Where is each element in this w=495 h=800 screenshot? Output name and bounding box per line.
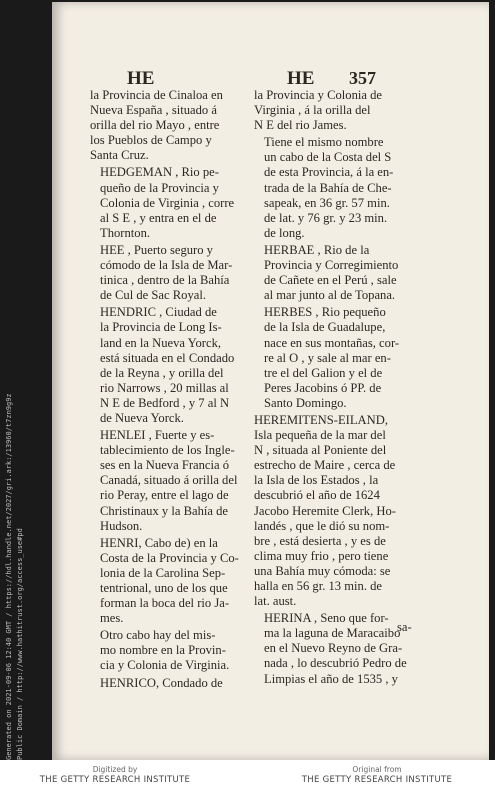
- text-line: trada de la Bahía de Che-: [264, 180, 392, 195]
- text-line: los Pueblos de Campo y: [90, 133, 212, 148]
- text-line: Thornton.: [100, 225, 151, 240]
- hathitrust-side-note: [4, 393, 32, 760]
- side-note-line-1: Generated on 2021-09-06 12:40 GMT / https://hdl.handle.net/2027/gri.ark:/13960/t7zn9g9z: [5, 393, 13, 760]
- text-line: de Cul de Sac Royal.: [100, 288, 206, 303]
- entry-paragraph: [90, 305, 245, 426]
- left-column: [90, 88, 245, 693]
- text-line: queño de la Provincia y: [100, 180, 219, 195]
- text-line: HENRICO, Condado de: [100, 675, 223, 690]
- entry-paragraph: [90, 165, 245, 240]
- text-line: Santo Domingo.: [264, 395, 347, 410]
- text-line: Otro cabo hay del mis-: [100, 628, 216, 643]
- text-line: clima muy frio , pero tiene: [254, 548, 389, 563]
- text-line: landés , que le dió su nom-: [254, 518, 390, 533]
- text-line: rio Peray, entre el lago de: [100, 488, 229, 503]
- text-line: en el Nuevo Reyno de Gra-: [264, 641, 403, 656]
- entry-paragraph: [90, 676, 245, 691]
- text-line: HEE , Puerto seguro y: [100, 242, 213, 257]
- text-line: descubrió el año de 1624: [254, 488, 380, 503]
- footer-original-from: [262, 764, 492, 786]
- text-line: de esta Provincia, á la en-: [264, 165, 394, 180]
- text-line: Santa Cruz.: [90, 148, 149, 163]
- text-line: ses en la Nueva Francia ó: [100, 458, 230, 473]
- text-line: forman la boca del rio Ja-: [100, 596, 230, 611]
- text-line: N E de Bedford , y 7 al N: [100, 395, 230, 410]
- text-line: de long.: [264, 225, 305, 240]
- entry-paragraph: [90, 243, 245, 303]
- text-line: Isla pequeña de la mar del: [254, 428, 386, 443]
- entry-paragraph: [90, 88, 245, 163]
- text-line: HENRI, Cabo de) en la: [100, 535, 218, 550]
- text-line: tentrional, uno de los que: [100, 581, 228, 595]
- entry-paragraph: [254, 305, 412, 411]
- text-line: N , situada al Poniente del: [254, 443, 387, 458]
- entry-paragraph: [254, 611, 412, 686]
- footer-left-small: Digitized by: [92, 765, 138, 774]
- text-line: al mar junto al de Topana.: [264, 288, 396, 303]
- right-column: [254, 88, 412, 689]
- text-line: rio Narrows , 20 millas al: [100, 380, 229, 395]
- text-line: HEREMITENS-EILAND,: [254, 412, 388, 427]
- text-line: la Provincia y Colonia de: [254, 88, 383, 102]
- text-line: HENLEI , Fuerte y es-: [100, 428, 215, 443]
- entry-paragraph: [254, 243, 412, 303]
- side-note-line-2: Public Domain / http://www.hathitrust.org/access_use#pd: [16, 528, 24, 760]
- text-line: al S E , y entra en el de: [100, 210, 217, 225]
- text-line: cia y Colonia de Virginia.: [100, 658, 230, 673]
- header-left: HE: [127, 68, 155, 89]
- text-line: HERBES , Rio pequeño: [264, 305, 386, 320]
- text-line: estrecho de Maire , cerca de: [254, 458, 396, 473]
- text-line: HEDGEMAN , Rio pe-: [100, 165, 219, 180]
- text-line: nace en sus montañas, cor-: [264, 335, 400, 350]
- text-line: Nueva España , situado á: [90, 103, 217, 118]
- header-right: HE: [287, 68, 315, 89]
- entry-paragraph: [90, 536, 245, 627]
- text-line: Limpias el año de 1535 , y: [264, 671, 398, 686]
- text-line: la Isla de los Estados , la: [254, 473, 379, 488]
- book-page: [52, 2, 489, 760]
- text-line: Virginia , á la orilla del: [254, 103, 371, 118]
- text-line: Peres Jacobins ó PP. de: [264, 380, 382, 395]
- text-line: Colonia de Virginia , corre: [100, 195, 235, 210]
- text-line: halla en 56 gr. 13 min. de: [254, 579, 383, 593]
- footer: [0, 762, 495, 800]
- text-line: HERBAE , Rio de la: [264, 242, 370, 257]
- text-line: Costa de la Provincia y Co-: [100, 550, 239, 565]
- text-line: N E del rio James.: [254, 118, 347, 133]
- text-line: Christinaux y la Bahía de: [100, 503, 229, 518]
- text-line: lonia de la Carolina Sep-: [100, 565, 226, 580]
- text-line: land en la Nueva Yorck,: [100, 335, 222, 350]
- footer-digitized-by: [0, 764, 230, 786]
- text-line: ma la laguna de Maracaibo: [264, 626, 401, 641]
- text-line: la Provincia de Cinaloa en: [90, 88, 223, 102]
- text-line: re al O , y sale al mar en-: [264, 350, 391, 365]
- text-line: tre el del Galion y el de: [264, 365, 383, 380]
- entry-paragraph: [254, 88, 412, 133]
- text-line: de la Isla de Guadalupe,: [264, 320, 386, 335]
- text-line: una Bahía muy cómoda: se: [254, 563, 391, 578]
- text-line: de Nueva Yorck.: [100, 410, 184, 425]
- text-line: Canadá, situado á orilla del: [100, 473, 238, 488]
- text-line: tinica , dentro de la Bahía: [100, 273, 230, 288]
- text-line: bre , está desierta , y es de: [254, 533, 386, 548]
- text-line: orilla del rio Mayo , entre: [90, 118, 220, 133]
- text-line: HERINA , Seno que for-: [264, 611, 389, 626]
- text-line: HENDRIC , Ciudad de: [100, 305, 217, 320]
- text-line: Provincia y Corregimiento: [264, 258, 399, 273]
- text-line: de lat. y 76 gr. y 23 min.: [264, 210, 388, 225]
- text-line: de la Reyna , y orilla del: [100, 365, 224, 380]
- entry-paragraph: [254, 135, 412, 241]
- text-line: está situada en el Condado: [100, 350, 235, 365]
- text-line: mes.: [100, 611, 124, 626]
- text-line: Jacobo Heremite Clerk, Ho-: [254, 503, 396, 518]
- catchword: sa-: [397, 620, 412, 634]
- text-line: Tiene el mismo nombre: [264, 135, 384, 150]
- text-line: tablecimiento de los Ingle-: [100, 443, 235, 458]
- text-line: la Provincia de Long Is-: [100, 320, 222, 335]
- text-line: sapeak, en 36 gr. 57 min.: [264, 195, 390, 210]
- text-line: un cabo de la Costa del S: [264, 150, 392, 165]
- text-line: cómodo de la Isla de Mar-: [100, 258, 233, 273]
- text-line: Hudson.: [100, 518, 143, 533]
- text-line: nada , lo descubrió Pedro de: [264, 656, 407, 671]
- text-line: mo nombre en la Provin-: [100, 643, 226, 658]
- entry-paragraph: [254, 413, 412, 609]
- entry-paragraph: [90, 628, 245, 673]
- entry-paragraph: [90, 428, 245, 534]
- footer-right-small: Original from: [352, 765, 402, 774]
- text-line: lat. aust.: [254, 594, 297, 609]
- footer-left-big: THE GETTY RESEARCH INSTITUTE: [39, 775, 191, 785]
- text-line: de Cañete en el Perú , sale: [264, 273, 397, 288]
- footer-right-big: THE GETTY RESEARCH INSTITUTE: [301, 775, 453, 785]
- page-number: 357: [349, 68, 376, 88]
